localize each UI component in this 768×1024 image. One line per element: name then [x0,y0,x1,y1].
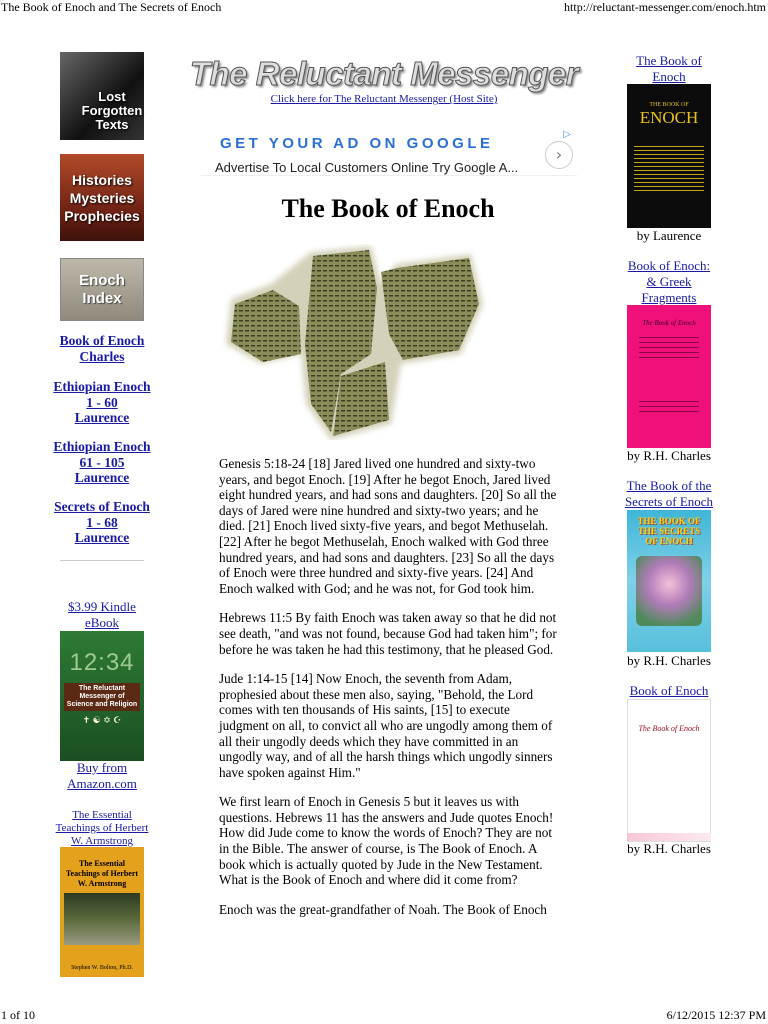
print-datetime: 6/12/2015 12:37 PM [666,1008,766,1022]
nav-line: Ethiopian Enoch [53,439,151,454]
paragraph: Jude 1:14-15 [14] Now Enoch, the seventh from Adam, prophesied about these men also, saying, "Behold, the Lord comes with ten thousands of His saints, [15] to execute judgment on all, to convict all who are ungodly among them of all their ungodly deeds which they have committed in an ungodly way, and of all the harsh things which ungodly sinners have spoken against Him." [219,671,553,780]
book-link-line: Secrets of Enoch [624,494,714,509]
amazon-line: Amazon.com [67,775,137,791]
amazon-line: Buy from [76,760,128,775]
nav-line: 61 - 105 [79,454,125,470]
cover-title: The Book of Enoch [642,319,696,327]
histories-mysteries-prophecies-tile[interactable] [60,154,144,241]
kindle-line: eBook [85,614,119,630]
armstrong-book-link[interactable] [50,809,154,848]
nav-line: 1 - 68 [86,514,118,530]
ad-choices-icon[interactable]: ▷ [563,129,571,140]
tile-label: Lost Forgotten Texts [81,89,143,132]
nav-line: Laurence [74,530,130,545]
book-link-secrets[interactable] [620,478,718,510]
buy-from-amazon-link[interactable] [50,760,154,791]
nav-link-book-of-enoch-charles[interactable] [50,333,154,364]
kindle-line: $3.99 Kindle [68,599,136,614]
chevron-right-icon[interactable]: › [545,141,573,169]
cover-stripe [627,833,711,841]
kindle-book-cover[interactable] [60,631,144,761]
paragraph: Genesis 5:18-24 [18] Jared lived one hundred and sixty-two years, and begot Enoch. [19] After he begot Enoch, Jared lived eight hundred years, and had sons and daughters. [20] So all the days of Jared were nine hundred and sixty-two years; and he died. [21] Enoch lived sixty-five years, and begot Methuselah. [22] After he begot Methuselah, Enoch walked with God three hundred years, and had sons and daughters. [23] So all the days of Enoch were three hundred and sixty-five years. [24] And Enoch walked with God; and he was not, for God took him. [219,456,557,596]
cover-top: THE BOOK OF [649,102,689,108]
cover-title: The Reluctant Messenger of Science and Religion [64,683,140,711]
nav-line: 1 - 60 [86,394,118,410]
armstrong-line: The Essential [72,809,132,821]
tile-label: Enoch Index [79,271,125,307]
nav-link-ethiopian-enoch-1-60[interactable] [50,379,154,426]
cover-title: The Book of Enoch [638,724,700,733]
site-banner: The Reluctant Messenger [189,55,579,92]
nav-line: Secrets of Enoch [54,499,150,514]
tile-label: Histories Mysteries Prophecies [64,171,140,224]
ad-subline: Advertise To Local Customers Online Try Google A... [215,160,519,175]
cover-clock: 12:34 [69,649,135,676]
paragraph: We first learn of Enoch in Genesis 5 but it leaves us with questions. Hebrews 11 has the answers and Jude quotes Enoch! How did Jude come to know the words of Enoch? They are not in the Bible. The answer of course, is The Book of Enoch. A book which is actually quoted by Jude in the New Testament. What is the Book of Enoch and where did it come from? [219,794,554,888]
book-link-line: Fragments [641,290,697,305]
book-cover-secrets[interactable] [627,510,711,652]
nav-line: Charles [79,348,125,364]
cover-text-lines [639,337,699,361]
forest-image [64,893,140,945]
book-cover-charles[interactable] [627,699,711,842]
nav-link-secrets-of-enoch[interactable] [50,499,154,546]
ad-headline: GET YOUR AD ON GOOGLE [220,135,494,152]
book-link-laurence[interactable] [620,53,718,85]
book-link-line: Book of Enoch: [627,258,711,273]
dead-sea-scroll-image [221,244,487,440]
cover-title: The Essential Teachings of Herbert W. Armstrong [65,859,139,888]
book-byline: by R.H. Charles [627,841,711,856]
nav-link-ethiopian-enoch-61-105[interactable] [50,439,154,486]
main-title: The Book of Enoch [281,194,495,223]
nav-line: Laurence [74,470,130,485]
paragraph: Hebrews 11:5 By faith Enoch was taken away so that he did not see death, "and was not found, because God had taken him"; for before he was taken he had this testimony, that he pleased God. [219,610,557,657]
lost-forgotten-texts-tile[interactable] [60,52,144,140]
kindle-ebook-link[interactable] [50,599,154,630]
book-byline: by R.H. Charles [627,653,711,668]
book-link-line: & Greek [646,274,692,289]
symbols-icon: ✝ ☯ ✡ ☪ [82,715,122,725]
armstrong-line: Teachings of Herbert [55,822,149,834]
book-link-greek-fragments[interactable] [620,258,718,306]
article-body [219,456,557,931]
enoch-index-tile[interactable] [60,258,144,321]
nav-line: Ethiopian Enoch [53,379,151,394]
cover-title: THE BOOK OF THE SECRETS OF ENOCH [637,516,701,546]
book-link-line: The Book of the [626,478,712,493]
page-title-header: The Book of Enoch and The Secrets of Enoch [1,0,222,14]
cover-text-lines [639,401,699,415]
nav-line: Book of Enoch [59,333,145,348]
host-site-link[interactable]: Click here for The Reluctant Messenger (Host Site) [270,93,498,105]
paragraph: Enoch was the great-grandfather of Noah. The Book of Enoch [219,901,547,917]
armstrong-book-cover[interactable] [60,847,144,977]
book-cover-greek-fragments[interactable] [627,305,711,448]
ethiopic-script-image [634,146,704,194]
book-byline: by Laurence [636,228,702,243]
divider [60,560,144,561]
book-byline: by R.H. Charles [627,448,711,463]
book-link-charles[interactable] [620,683,718,699]
google-ad[interactable] [201,129,577,176]
page-count: 1 of 10 [1,1008,35,1022]
book-cover-laurence[interactable] [627,84,711,228]
illustration-image [636,556,702,626]
book-link-line: Book of Enoch [629,683,709,698]
book-link-line: The Book of [636,53,702,68]
armstrong-line: W. Armstrong [71,835,133,847]
book-link-line: Enoch [652,69,686,84]
nav-line: Laurence [74,410,130,425]
page-url: http://reluctant-messenger.com/enoch.htm [564,0,766,14]
cover-title: ENOCH [639,108,699,127]
cover-author: Stephen W. Bolton, Ph.D. [71,965,133,971]
